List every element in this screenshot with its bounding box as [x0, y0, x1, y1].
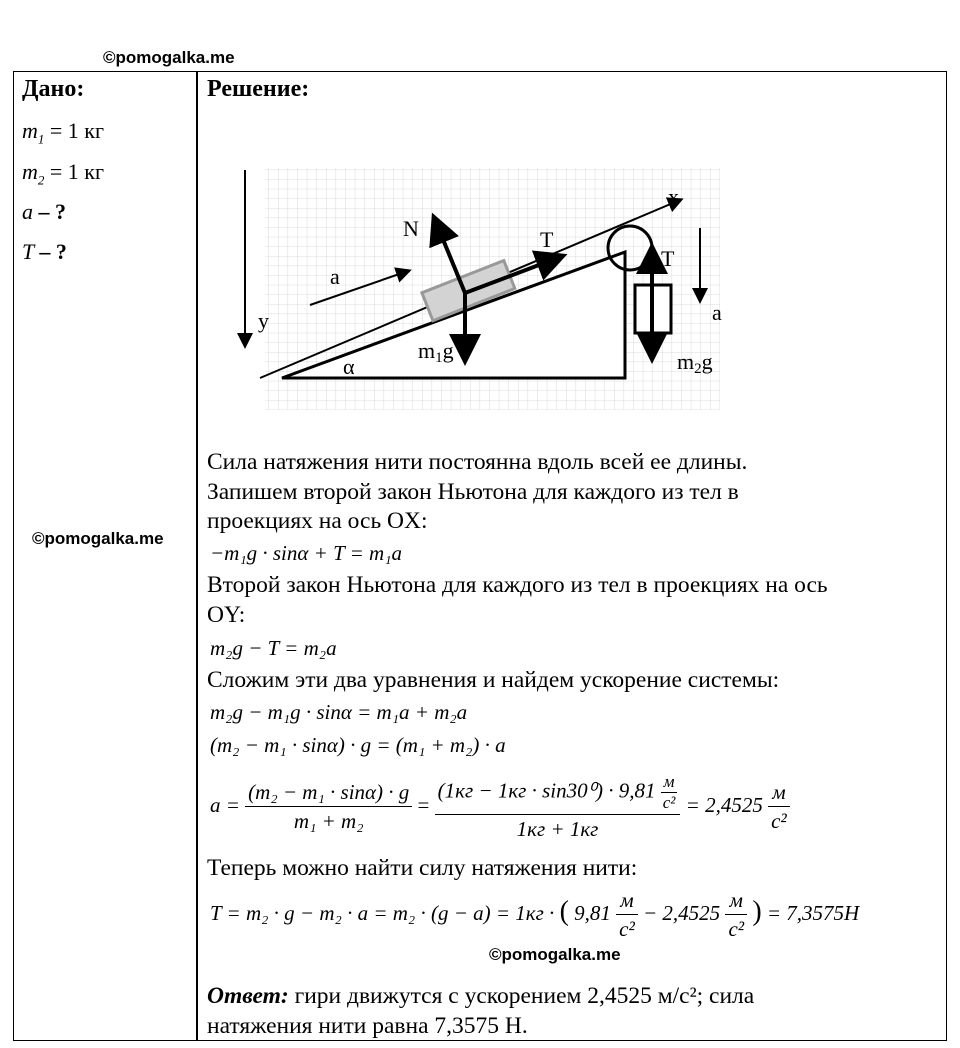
text-line-5: OY:: [207, 602, 246, 628]
label-m1g: m1g: [418, 338, 454, 366]
given-a: a – ?: [22, 199, 66, 224]
label-a2: a: [712, 300, 722, 325]
given-m2: $m_2 = 1$ кг: [22, 159, 105, 188]
text-line-3: проекциях на ось OX:: [207, 508, 428, 534]
incline-diagram: [230, 160, 730, 420]
given-m1: $m_1 = 1$ кг: [22, 118, 105, 147]
label-N: N: [403, 216, 419, 241]
label-m2g: m2g: [677, 349, 713, 377]
text-line-1: Сила натяжения нити постоянна вдоль всей ее длины.: [207, 449, 748, 475]
watermark-left: ©pomogalka.me: [32, 529, 164, 548]
equation-ox: −m₁g · sinα + T = m₁a: [210, 541, 403, 565]
equation-factored: (m₂ − m₁ · sinα) · g = (m₁ + m₂) · a: [210, 733, 506, 757]
given-heading: Дано:: [22, 76, 85, 102]
column-divider: [196, 71, 198, 1041]
label-alpha: α: [343, 354, 355, 379]
equation-tension: T = m₂ · g − m₂ · a = m₂ · (g − a) = 1кг · ( 9,81 $\frac{м}{\text{с²}}$ − 2,4525 $\frac{м}{\text{с²}}$ ) = 7,3575H: [210, 888, 860, 941]
solution-heading: Решение:: [207, 76, 310, 102]
label-T2: T: [661, 246, 675, 271]
text-line-4: Второй закон Ньютона для каждого из тел в проекциях на ось: [207, 572, 828, 598]
text-line-6: Сложим эти два уравнения и найдем ускорение системы:: [207, 667, 780, 693]
given-T: T – ?: [22, 239, 67, 264]
equation-oy: m₂g − T = m₂a: [210, 636, 337, 660]
equation-acceleration: a = $\frac{\text{(m₂ − m₁ · sinα) · g}}{\text{m₁ + m₂}}$ = (1кг − 1кг · sin30⁰) · 9,81 $\frac{м}{\text{с²}}$ 1кг + 1кг = 2,4525 $\frac{м}{\text{с²}}$: [210, 772, 790, 842]
watermark-top: ©pomogalka.me: [103, 48, 235, 67]
label-x: x: [668, 184, 679, 209]
label-T1: T: [540, 227, 554, 252]
label-y: y: [258, 308, 269, 333]
text-line-7: Теперь можно найти силу натяжения нити:: [207, 855, 638, 881]
answer: Ответ: гири движутся с ускорением 2,4525 м/с²; сила натяжения нити равна 7,3575 Н.: [207, 983, 755, 1039]
equation-sum: m₂g − m₁g · sinα = m₁a + m₂a: [210, 700, 468, 724]
text-line-2: Запишем второй закон Ньютона для каждого из тел в: [207, 479, 739, 505]
label-a1: a: [330, 264, 340, 289]
watermark-bottom: ©pomogalka.me: [489, 945, 621, 964]
